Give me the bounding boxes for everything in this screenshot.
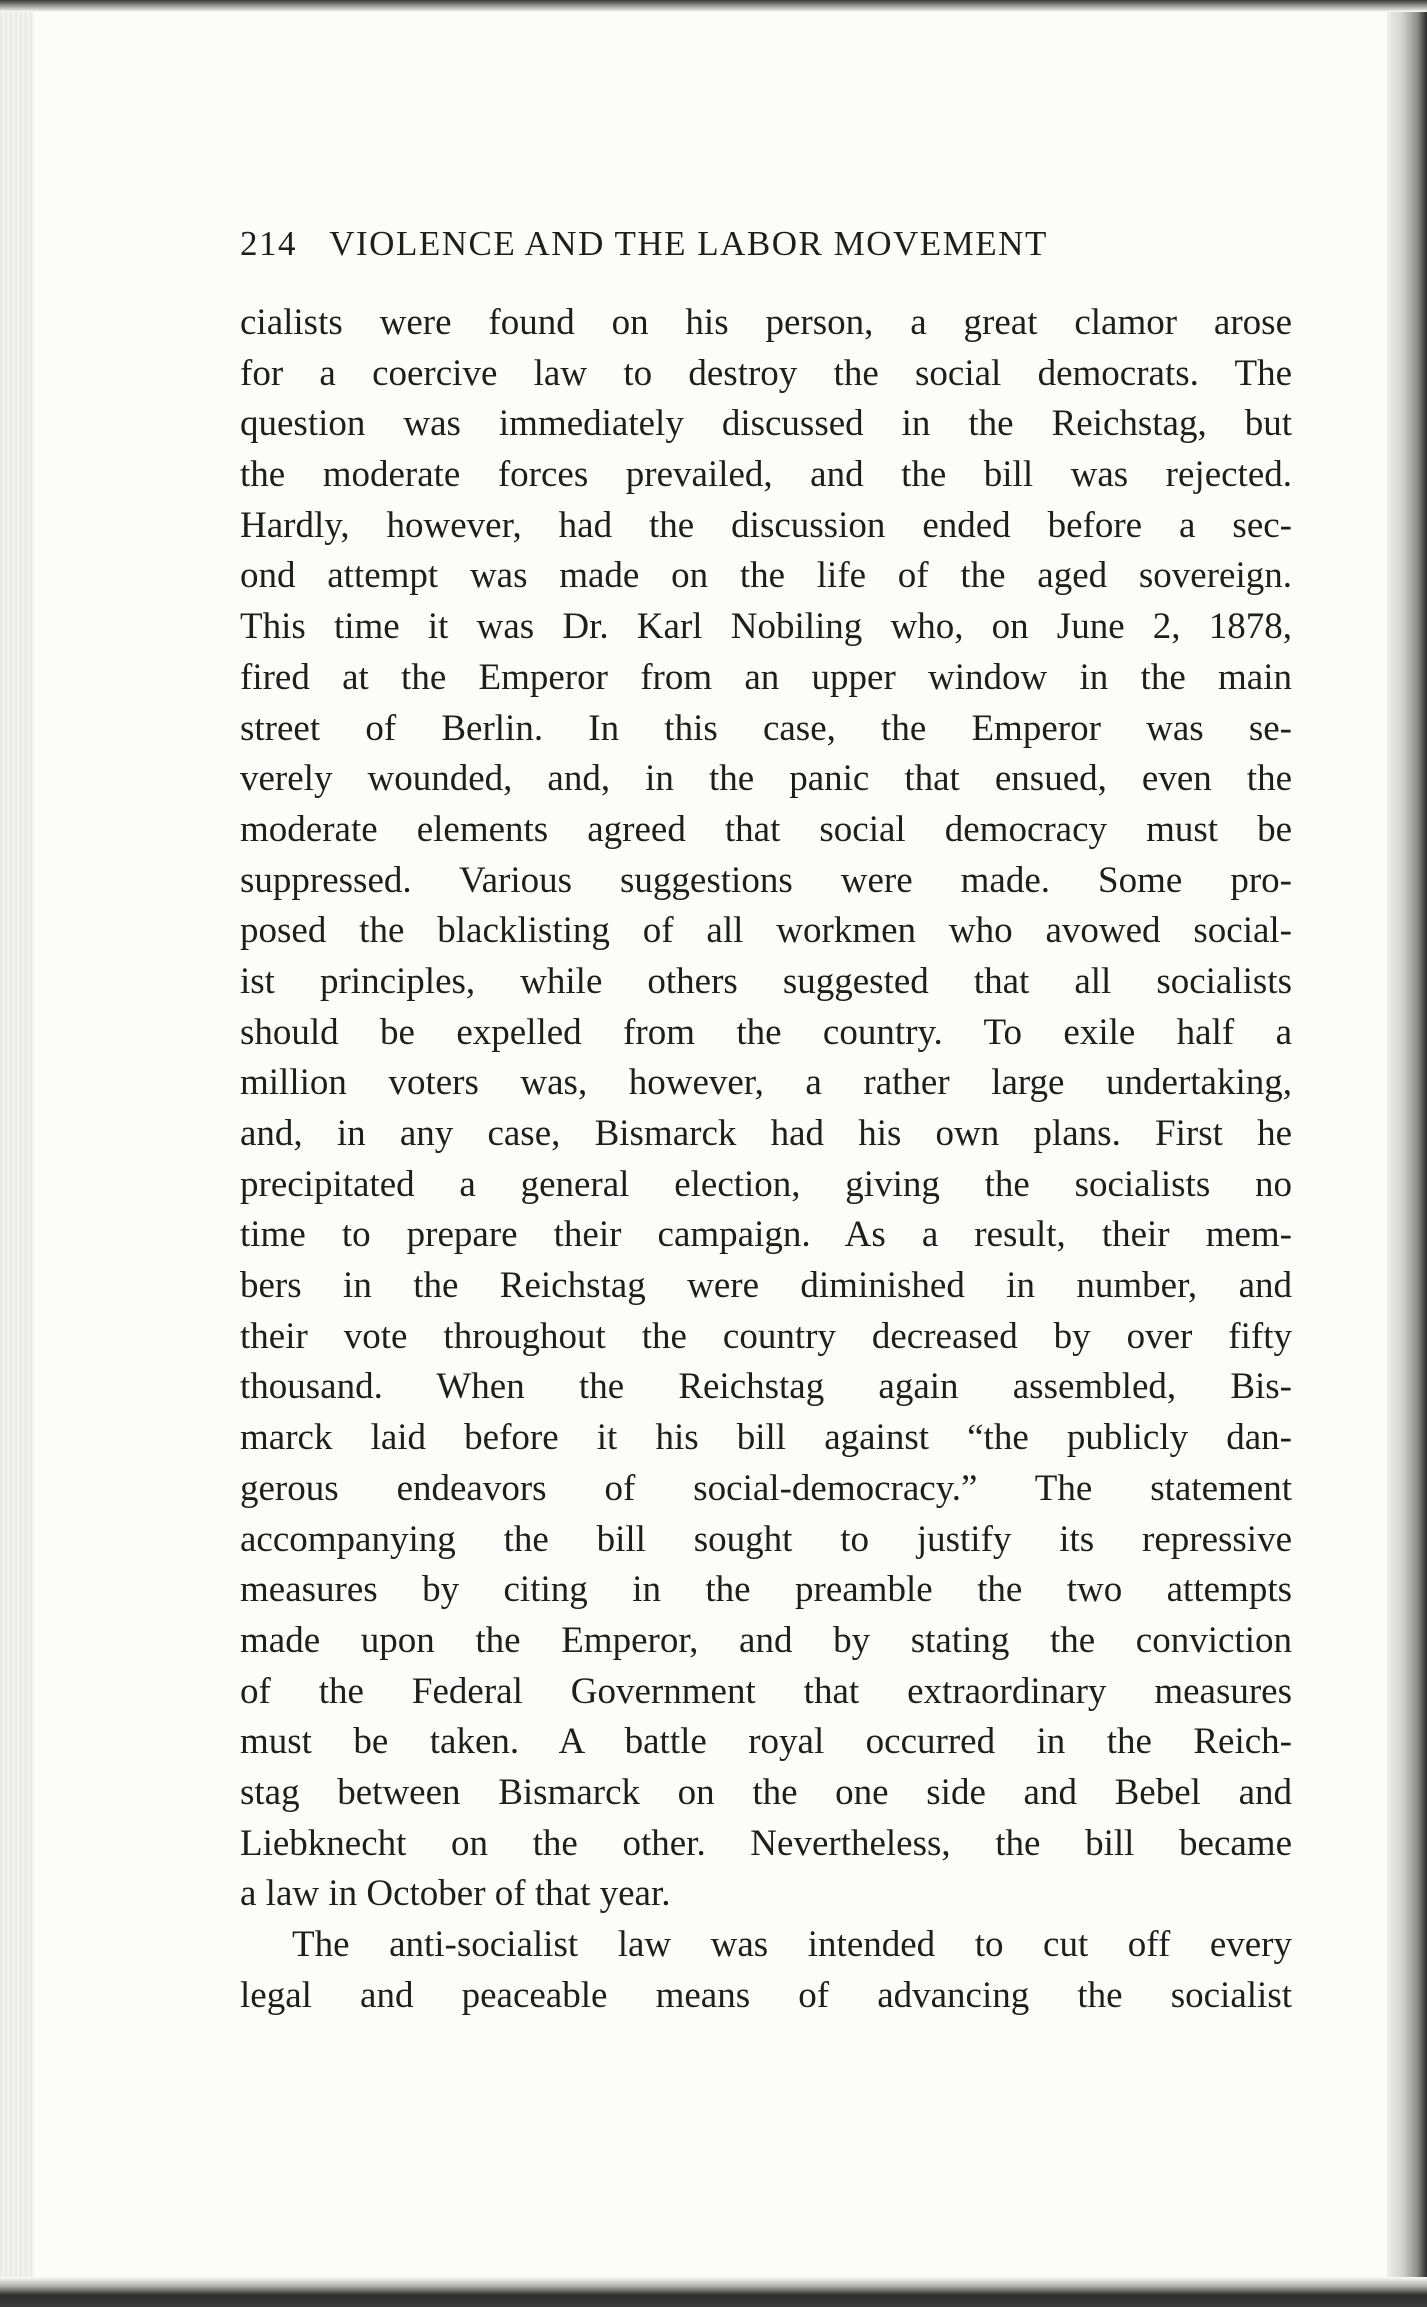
text-line: made upon the Emperor, and by stating the conviction [240, 1619, 1292, 1661]
text-line: bers in the Reichstag were diminished in number, and [240, 1265, 1292, 1307]
text-line: posed the blacklisting of all workmen who avowed social- [240, 910, 1292, 952]
text-line: stag between Bismarck on the one side and Bebel and [240, 1771, 1292, 1813]
text-line: fired at the Emperor from an upper window in the main [240, 656, 1292, 698]
text-line: legal and peaceable means of advancing the socialist [240, 1974, 1292, 2016]
text-line: measures by citing in the preamble the two attempts [240, 1569, 1292, 1611]
text-line: ist principles, while others suggested that all socialists [240, 960, 1292, 1002]
text-line: This time it was Dr. Karl Nobiling who, on June 2, 1878, [240, 606, 1292, 648]
text-line: suppressed. Various suggestions were made. Some pro- [240, 859, 1292, 901]
page-top-edge [0, 0, 1427, 12]
text-line-paragraph-end: a law in October of that year. [240, 1873, 671, 1915]
running-head [240, 224, 1280, 274]
text-line: accompanying the bill sought to justify its repressive [240, 1518, 1292, 1560]
page-right-edge-shadow [1387, 0, 1427, 2307]
text-line: time to prepare their campaign. As a result, their mem- [240, 1214, 1292, 1256]
text-line: for a coercive law to destroy the social democrats. The [240, 352, 1292, 394]
text-line: cialists were found on his person, a great clamor arose [240, 302, 1292, 343]
page-number: 214 [240, 224, 297, 263]
text-line: marck laid before it his bill against “the publicly dan- [240, 1417, 1292, 1459]
text-line: of the Federal Government that extraordinary measures [240, 1670, 1292, 1712]
text-line: must be taken. A battle royal occurred in the Reich- [240, 1721, 1292, 1763]
text-line: question was immediately discussed in the Reichstag, but [240, 403, 1292, 445]
text-line: thousand. When the Reichstag again assembled, Bis- [240, 1366, 1292, 1408]
text-line: the moderate forces prevailed, and the bill was rejected. [240, 454, 1292, 496]
page-left-edge [0, 0, 34, 2307]
text-line: their vote throughout the country decreased by over fifty [240, 1315, 1292, 1357]
text-line: Liebknecht on the other. Nevertheless, the bill became [240, 1822, 1292, 1864]
text-line-paragraph-start: The anti-socialist law was intended to cut off every [292, 1924, 1292, 1965]
text-line: verely wounded, and, in the panic that ensued, even the [240, 758, 1292, 800]
text-line: and, in any case, Bismarck had his own plans. First he [240, 1113, 1292, 1154]
text-line: million voters was, however, a rather large undertaking, [240, 1062, 1292, 1104]
text-line: should be expelled from the country. To exile half a [240, 1011, 1292, 1053]
text-line: street of Berlin. In this case, the Emperor was se- [240, 707, 1292, 749]
page-bottom-edge [0, 2277, 1427, 2307]
text-line: moderate elements agreed that social democracy must be [240, 808, 1292, 850]
running-head-title: VIOLENCE AND THE LABOR MOVEMENT [329, 224, 1048, 263]
body-text [240, 298, 1292, 2021]
text-line: gerous endeavors of social-democracy.” The statement [240, 1467, 1292, 1509]
text-line: ond attempt was made on the life of the aged sovereign. [240, 555, 1292, 597]
text-line: precipitated a general election, giving the socialists no [240, 1163, 1292, 1205]
text-line: Hardly, however, had the discussion ended before a sec- [240, 504, 1292, 546]
